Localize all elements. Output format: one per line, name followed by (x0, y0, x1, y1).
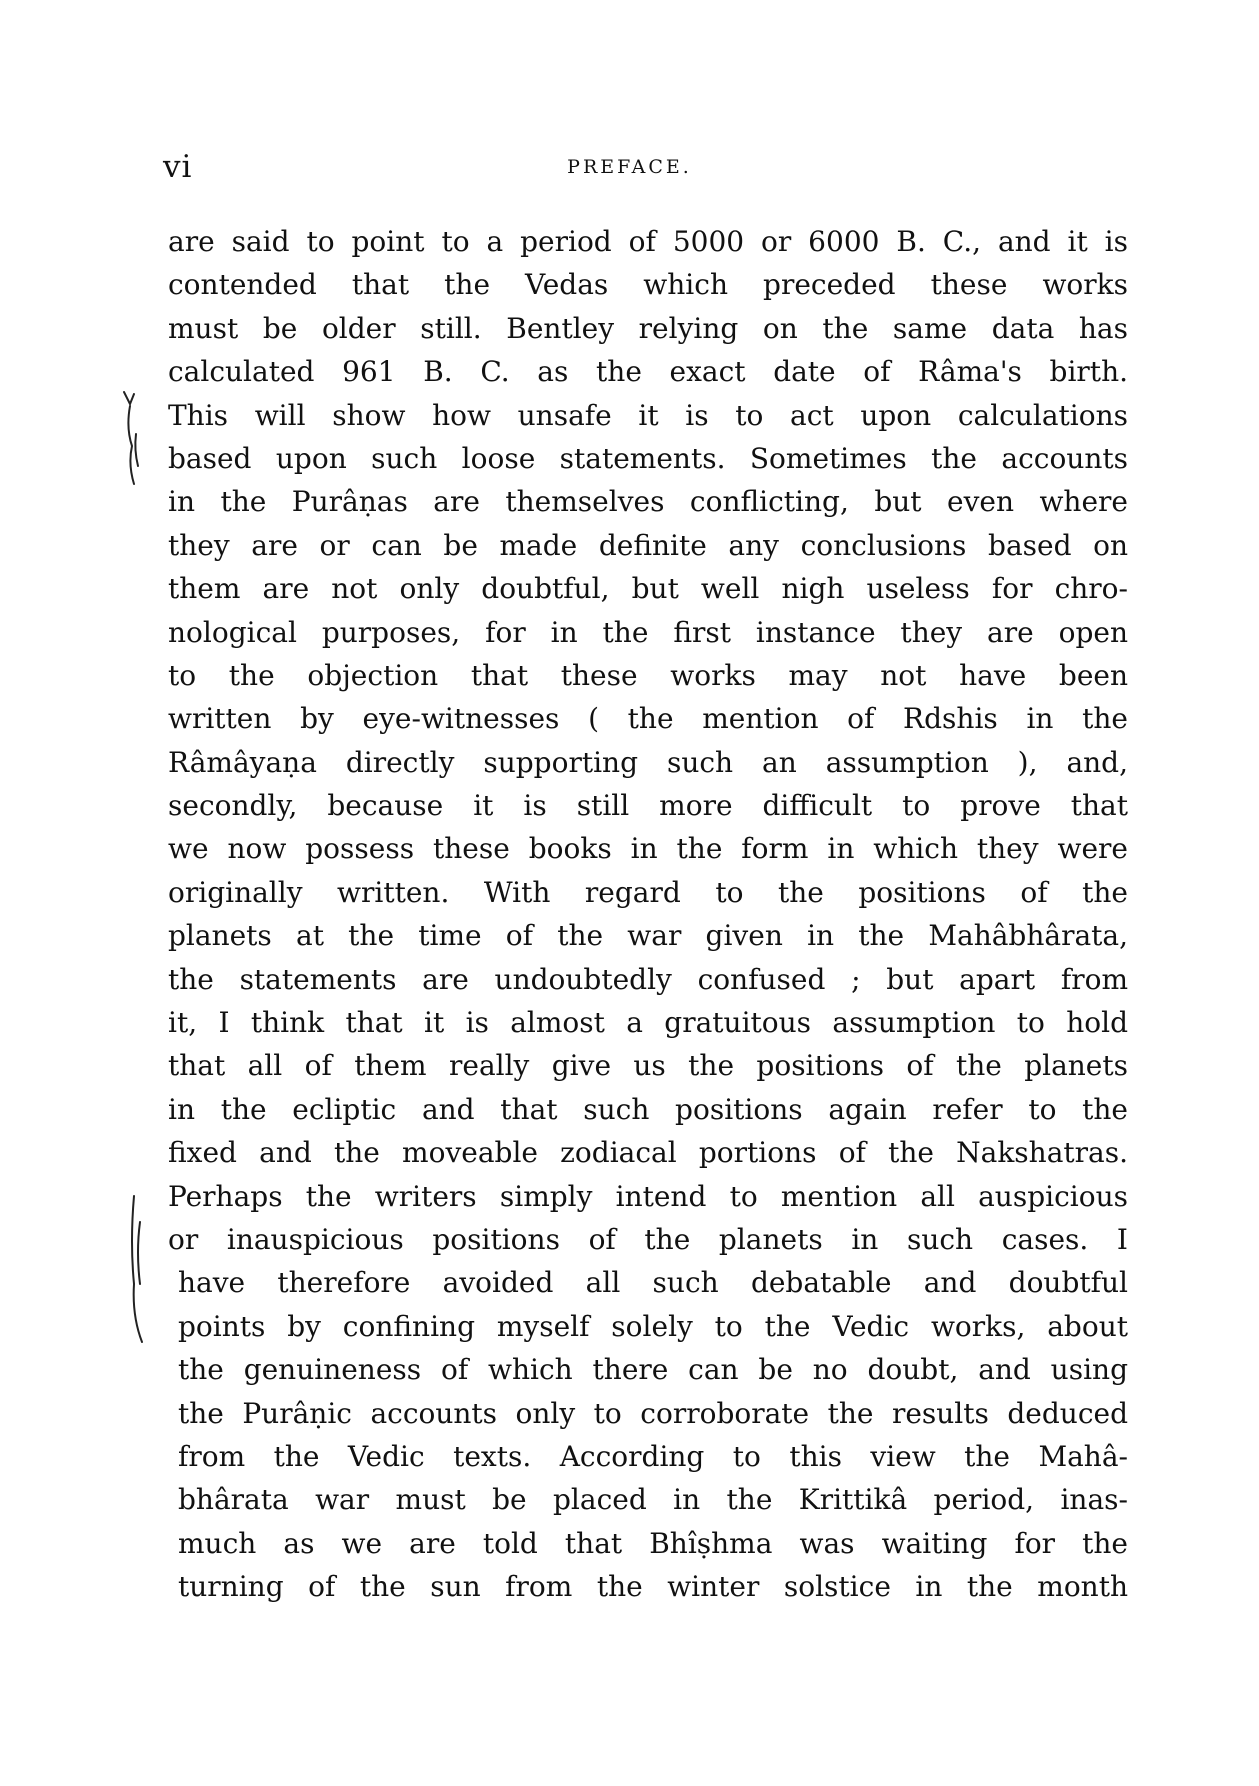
text-line: turning of the sun from the winter solstice in the month (178, 1570, 1128, 1604)
text-line: must be older still. Bentley relying on the same data has (168, 311, 1128, 345)
margin-bracket-lower-mark (124, 1192, 152, 1352)
text-line: the statements are undoubtedly confused ; but apart from (168, 962, 1128, 996)
text-line: it, I think that it is almost a gratuitous assumption to hold (168, 1006, 1128, 1040)
text-line: from the Vedic texts. According to this view the Mahâ- (178, 1439, 1128, 1473)
text-line: fixed and the moveable zodiacal portions of the Nakshatras. (168, 1136, 1128, 1170)
text-line: much as we are told that Bhîṣhma was waiting for the (178, 1526, 1128, 1560)
text-line: that all of them really give us the positions of the planets (168, 1049, 1128, 1083)
text-line: planets at the time of the war given in the Mahâbhârata, (168, 919, 1128, 953)
text-line: or inauspicious positions of the planets in such cases. I (168, 1222, 1128, 1256)
text-line: the genuineness of which there can be no doubt, and using (178, 1353, 1128, 1387)
text-line: they are or can be made definite any conclusions based on (168, 528, 1128, 562)
text-line: in the Purâṇas are themselves conflicting, but even where (168, 485, 1128, 519)
text-line: Râmâyaṇa directly supporting such an assumption ), and, (168, 745, 1128, 779)
text-line: contended that the Vedas which preceded these works (168, 268, 1128, 302)
text-line: written by eye-witnesses ( the mention of Rdshis in the (168, 702, 1128, 736)
text-line: bhârata war must be placed in the Krittikâ period, inas- (178, 1483, 1128, 1517)
text-line: secondly, because it is still more difficult to prove that (168, 789, 1128, 823)
text-line: to the objection that these works may not have been (168, 658, 1128, 692)
text-line: This will show how unsafe it is to act upon calculations (168, 398, 1128, 432)
text-line: are said to point to a period of 5000 or 6000 B. C., and it is (168, 225, 1128, 258)
text-line: calculated 961 B. C. as the exact date of Râma's birth. (168, 355, 1128, 389)
text-line: points by confining myself solely to the Vedic works, about (178, 1309, 1128, 1343)
margin-bracket-upper-mark (118, 388, 148, 488)
body-text (168, 220, 1128, 1609)
page-number: vi (163, 149, 193, 185)
text-line: originally written. With regard to the positions of the (168, 875, 1128, 909)
text-line: based upon such loose statements. Sometimes the accounts (168, 441, 1128, 475)
text-line: we now possess these books in the form in which they were (168, 832, 1128, 866)
text-line: have therefore avoided all such debatable and doubtful (178, 1266, 1128, 1300)
running-head: PREFACE. (567, 156, 692, 178)
text-line: Perhaps the writers simply intend to mention all auspicious (168, 1179, 1128, 1213)
text-line: in the ecliptic and that such positions again refer to the (168, 1092, 1128, 1126)
text-line: them are not only doubtful, but well nigh useless for chro- (168, 572, 1128, 606)
text-line: nological purposes, for in the first instance they are open (168, 615, 1128, 649)
text-line: the Purâṇic accounts only to corroborate the results deduced (178, 1396, 1128, 1430)
